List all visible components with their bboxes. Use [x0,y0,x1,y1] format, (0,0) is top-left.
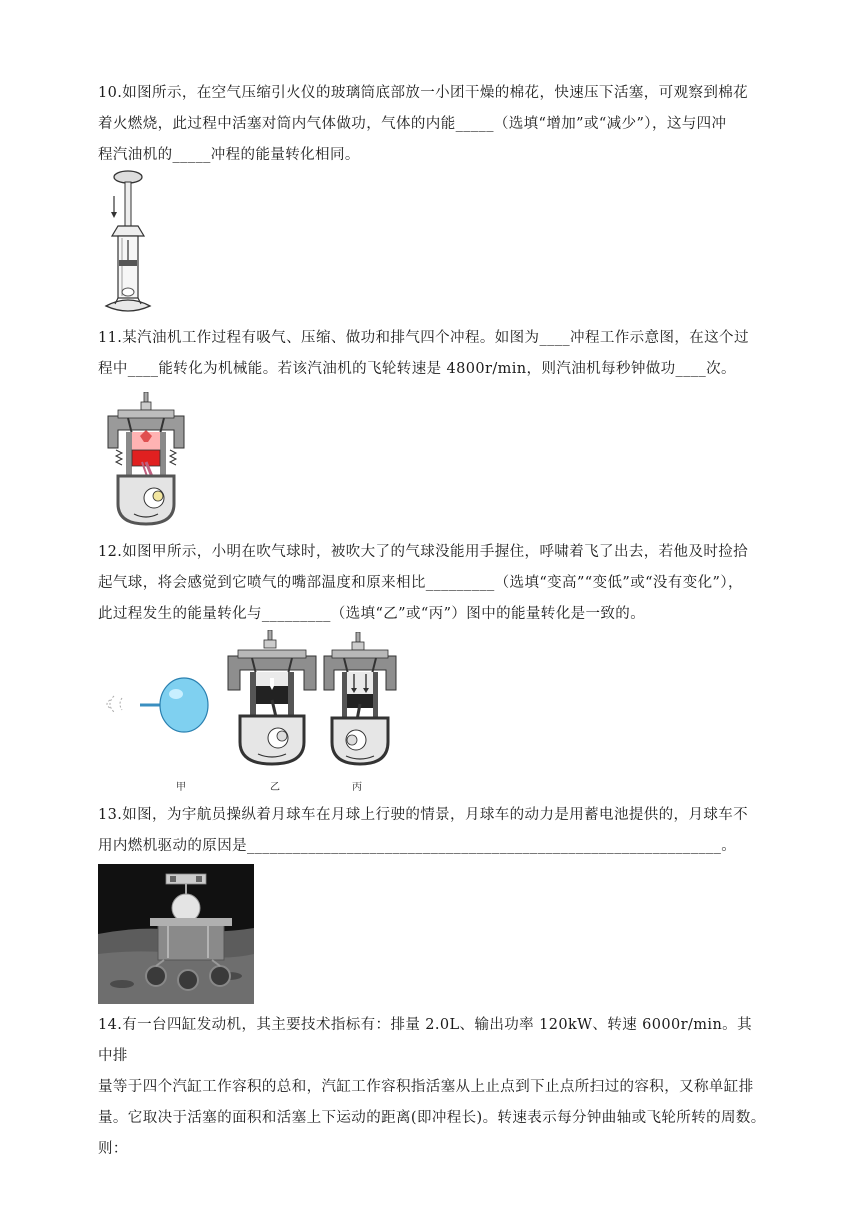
engine-figure-yi [224,630,320,766]
q14-line4: 则： [98,1141,128,1157]
q13-line2: 用内燃机驱动的原因是______________________________________________________________。 [98,838,737,854]
q10-line1: 10.如图所示，在空气压缩引火仪的玻璃筒底部放一小团干燥的棉花，快速压下活塞，可观察到棉花 [98,85,749,101]
q14-line2: 量等于四个汽缸工作容积的总和，汽缸工作容积指活塞从上止点到下止点所扫过的容积，又称单缸排 [98,1079,754,1095]
q14-line3: 量。它取决于活塞的面积和活塞上下运动的距离(即冲程长)。转速表示每分钟曲轴或飞轮所转的周数。 [98,1110,766,1126]
caption-bing: 丙 [352,782,362,793]
q12-line1: 12.如图甲所示，小明在吹气球时，被吹大了的气球没能用手握住，呼啸着飞了出去，若他及时捡拾 [98,544,749,560]
engine-figure-bing [322,632,398,766]
q14-line1: 14.有一台四缸发动机，其主要技术指标有：排量 2.0L、输出功率 120kW、转速 6000r/min。其中排 [98,1017,752,1064]
question-14 [98,1010,766,1165]
q11-line2: 程中____能转化为机械能。若该汽油机的飞轮转速是 4800r/min，则汽油机每秒钟做功____次。 [98,361,736,377]
q11-line1: 11.某汽油机工作过程有吸气、压缩、做功和排气四个冲程。如图为____冲程工作示意图，在这个过 [98,330,749,346]
question-13 [98,800,766,862]
lunar-rover-photo [98,864,254,1004]
q12-line3: 此过程发生的能量转化与_________（选填“乙”或“丙”）图中的能量转化是一致的。 [98,606,646,622]
question-11 [98,323,766,385]
balloon-figure-jia [100,672,214,738]
caption-jia: 甲 [176,782,186,793]
q10-line2: 着火燃烧，此过程中活塞对筒内气体做功，气体的内能_____（选填“增加”或“减少”），这与四冲 [98,116,727,132]
q10-line3: 程汽油机的_____冲程的能量转化相同。 [98,147,360,163]
question-10 [98,78,766,171]
q13-line1: 13.如图，为宇航员操纵着月球车在月球上行驶的情景，月球车的动力是用蓄电池提供的，月球车不 [98,807,749,823]
air-compression-igniter-figure [100,168,158,316]
q12-line2: 起气球，将会感觉到它喷气的嘴部温度和原来相比_________（选填“变高”“变低”或“没有变化”）， [98,575,743,591]
engine-power-stroke-figure [104,392,190,528]
caption-yi: 乙 [270,782,280,793]
question-12 [98,537,766,630]
